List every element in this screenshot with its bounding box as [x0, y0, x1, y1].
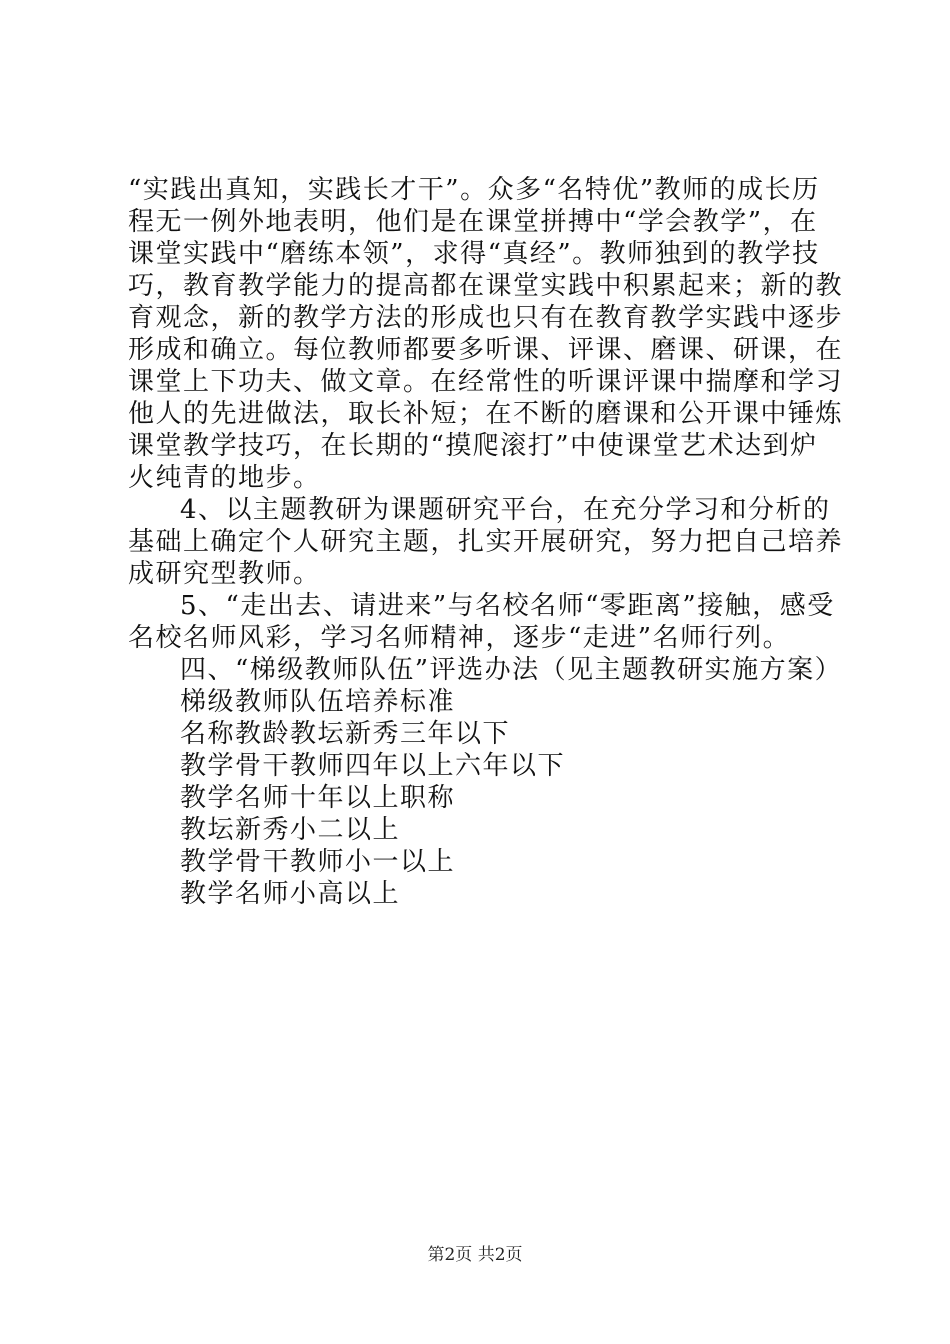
standards-line: 名称教龄教坛新秀三年以下: [180, 719, 511, 749]
paragraph-item-5: 5、“走出去、请进来”与名校名师“零距离”接触，感受名校名师风彩，学习名师精神，逐步“走进”名师行列。: [128, 591, 835, 653]
section-heading: 四、“梯级教师队伍”评选办法（见主题教研实施方案）: [180, 655, 843, 685]
standards-line: 教坛新秀小二以上: [180, 815, 401, 845]
page-number-label: 第2页 共2页: [427, 1245, 523, 1265]
standards-line: 教学骨干教师四年以上六年以下: [180, 751, 566, 781]
document-body: [128, 174, 844, 910]
paragraph-item-4: 4、以主题教研为课题研究平台，在充分学习和分析的基础上确定个人研究主题，扎实开展研究，努力把自己培养成研究型教师。: [128, 495, 844, 589]
standards-title: 梯级教师队伍培养标准: [180, 687, 456, 717]
paragraph-practice: “实践出真知，实践长才干”。众多“名特优”教师的成长历程无一例外地表明，他们是在课堂拼搏中“学会教学”，在课堂实践中“磨练本领”，求得“真经”。教师独到的教学技巧，教育教学能力的提高都在课堂实践中积累起来；新的教育观念，新的教学方法的形成也只有在教育教学实践中逐步形成和确立。每位教师都要多听课、评课、磨课、研课，在课堂上下功夫、做文章。在经常性的听课评课中揣摩和学习他人的先进做法，取长补短；在不断的磨课和公开课中锤炼课堂教学技巧，在长期的“摸爬滚打”中使课堂艺术达到炉火纯青的地步。: [128, 175, 844, 493]
page-footer: [0, 1244, 950, 1266]
standards-line: 教学名师十年以上职称: [180, 783, 456, 813]
standards-line: 教学骨干教师小一以上: [180, 847, 456, 877]
standards-line: 教学名师小高以上: [180, 879, 401, 909]
